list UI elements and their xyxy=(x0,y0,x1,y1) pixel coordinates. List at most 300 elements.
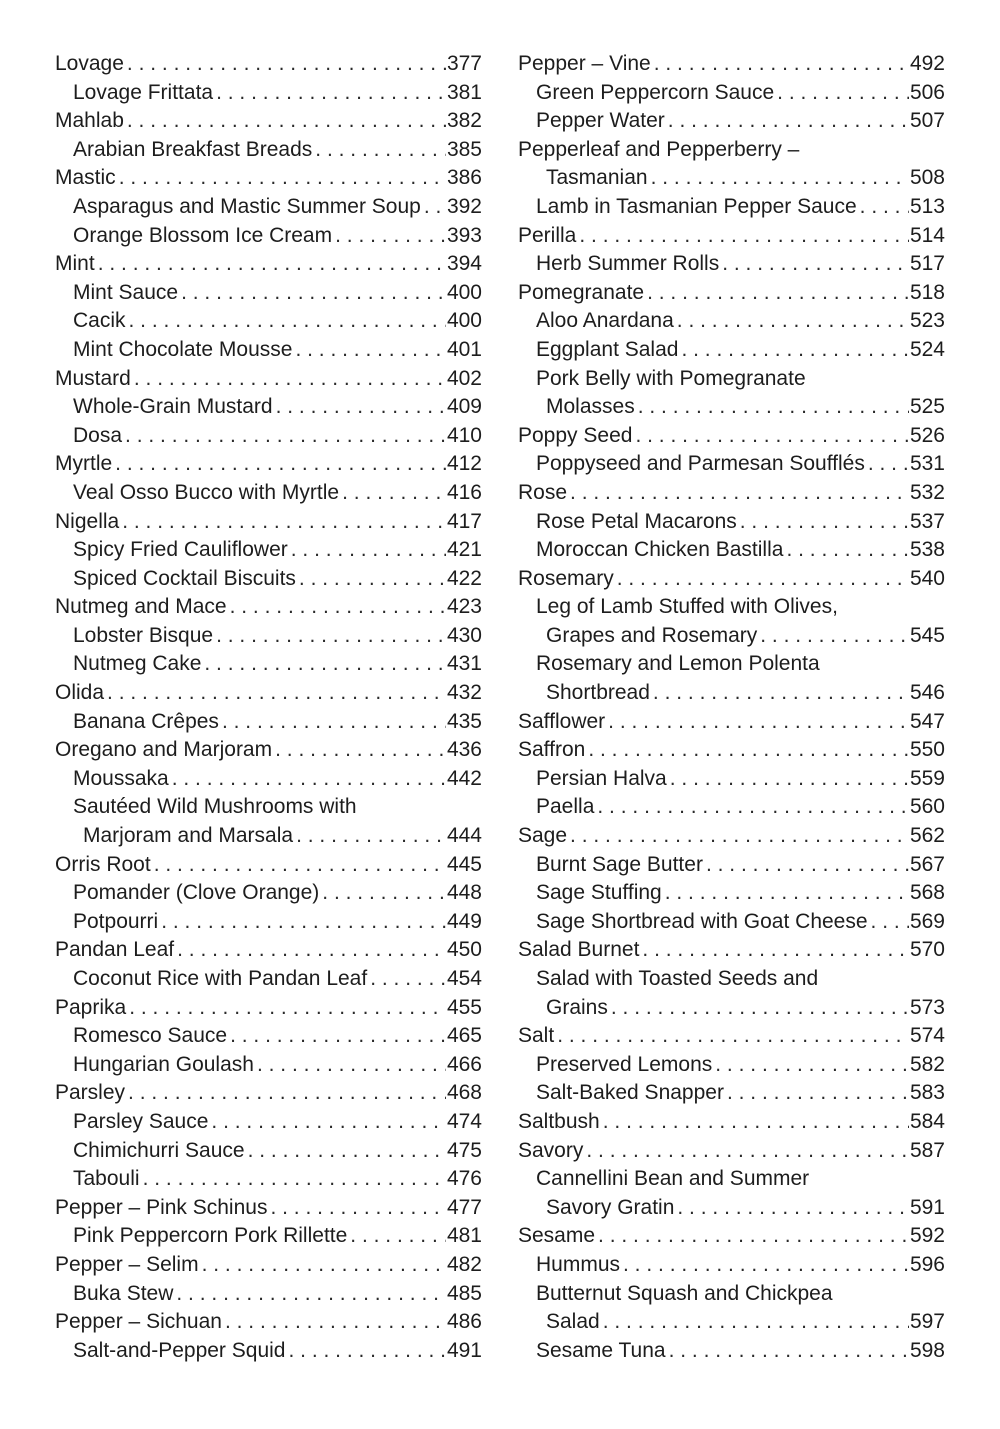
page-number: 400 xyxy=(446,280,482,304)
entry-label: Moussaka xyxy=(73,766,169,790)
page-number: 568 xyxy=(909,881,945,905)
entry-label: Whole-Grain Mustard xyxy=(73,395,273,419)
entry-label: Paella xyxy=(536,795,595,819)
index-continuation xyxy=(518,679,945,708)
entry-label: Salad xyxy=(546,1310,600,1334)
entry-label: Persian Halva xyxy=(536,766,667,790)
index-entry xyxy=(55,994,482,1023)
entry-label: Herb Summer Rolls xyxy=(536,252,720,276)
index-subentry xyxy=(55,307,482,336)
dot-leader xyxy=(653,679,909,708)
dot-leader xyxy=(647,279,909,308)
dot-leader xyxy=(635,422,909,451)
entry-label: Oregano and Marjoram xyxy=(55,738,273,762)
index-entry xyxy=(55,1194,482,1223)
index-entry xyxy=(55,50,482,79)
dot-leader xyxy=(611,994,909,1023)
page-number: 432 xyxy=(446,681,482,705)
index-subentry xyxy=(518,1337,945,1366)
dot-leader xyxy=(677,1194,909,1223)
index-entry xyxy=(518,1137,945,1166)
index-subentry xyxy=(55,193,482,222)
page-number: 386 xyxy=(446,166,482,190)
index-subentry xyxy=(55,1222,482,1251)
index-subentry xyxy=(518,879,945,908)
entry-label: Molasses xyxy=(546,395,635,419)
page-number: 587 xyxy=(909,1138,945,1162)
dot-leader xyxy=(295,336,446,365)
index-subentry xyxy=(55,136,482,165)
index-subentry xyxy=(55,793,482,822)
entry-label: Pepper Water xyxy=(536,109,665,133)
index-continuation xyxy=(518,622,945,651)
dot-leader xyxy=(202,1251,446,1280)
index-subentry xyxy=(518,79,945,108)
entry-label: Rosemary and Lemon Polenta xyxy=(536,652,820,676)
page-number: 402 xyxy=(446,366,482,390)
dot-leader xyxy=(638,393,909,422)
page-number: 448 xyxy=(446,881,482,905)
index-column-left xyxy=(55,50,482,1365)
entry-label: Cannellini Bean and Summer xyxy=(536,1167,810,1191)
page-number: 592 xyxy=(909,1224,945,1248)
entry-label: Rose xyxy=(518,480,568,504)
dot-leader xyxy=(129,994,446,1023)
dot-leader xyxy=(603,1108,909,1137)
entry-label: Spicy Fried Cauliflower xyxy=(73,538,288,562)
page-number: 455 xyxy=(446,995,482,1019)
entry-label: Salad Burnet xyxy=(518,938,640,962)
dot-leader xyxy=(176,1280,446,1309)
dot-leader xyxy=(296,822,446,851)
entry-label: Salt-and-Pepper Squid xyxy=(73,1338,286,1362)
index-subentry xyxy=(518,650,945,679)
index-subentry xyxy=(55,336,482,365)
dot-leader xyxy=(299,565,446,594)
entry-label: Veal Osso Bucco with Myrtle xyxy=(73,480,340,504)
page-number: 597 xyxy=(909,1310,945,1334)
page-number: 436 xyxy=(446,738,482,762)
dot-leader xyxy=(598,1222,909,1251)
dot-leader xyxy=(777,79,909,108)
entry-label: Pomegranate xyxy=(518,280,645,304)
dot-leader xyxy=(225,1308,446,1337)
index-continuation xyxy=(518,393,945,422)
entry-label: Shortbread xyxy=(546,681,650,705)
dot-leader xyxy=(597,793,909,822)
dot-leader xyxy=(642,936,909,965)
entry-label: Hungarian Goulash xyxy=(73,1052,254,1076)
dot-leader xyxy=(291,536,446,565)
index-subentry xyxy=(55,1022,482,1051)
index-continuation xyxy=(55,822,482,851)
entry-label: Buka Stew xyxy=(73,1281,174,1305)
index-entry xyxy=(518,736,945,765)
page-number: 449 xyxy=(446,909,482,933)
entry-label: Pepper – Selim xyxy=(55,1252,199,1276)
index-entry xyxy=(55,107,482,136)
entry-label: Spiced Cocktail Biscuits xyxy=(73,566,296,590)
dot-leader xyxy=(350,1222,446,1251)
index-entry xyxy=(518,50,945,79)
dot-leader xyxy=(230,1022,446,1051)
index-subentry xyxy=(518,593,945,622)
index-subentry xyxy=(55,1280,482,1309)
entry-label: Burnt Sage Butter xyxy=(536,852,703,876)
page-number: 377 xyxy=(446,52,482,75)
entry-label: Sesame xyxy=(518,1224,596,1248)
entry-label: Pandan Leaf xyxy=(55,938,175,962)
dot-leader xyxy=(204,650,446,679)
page-number: 550 xyxy=(909,738,945,762)
index-entry xyxy=(518,822,945,851)
page-number: 570 xyxy=(909,938,945,962)
entry-label: Tasmanian xyxy=(546,166,648,190)
entry-label: Leg of Lamb Stuffed with Olives, xyxy=(536,595,838,619)
page-number: 431 xyxy=(446,652,482,676)
index-subentry xyxy=(55,879,482,908)
dot-leader xyxy=(134,365,446,394)
entry-label: Poppy Seed xyxy=(518,423,633,447)
entry-label: Orris Root xyxy=(55,852,151,876)
entry-label: Sesame Tuna xyxy=(536,1338,666,1362)
page-number: 410 xyxy=(446,423,482,447)
index-subentry xyxy=(518,336,945,365)
dot-leader xyxy=(654,50,909,79)
page-number: 517 xyxy=(909,252,945,276)
dot-leader xyxy=(370,965,446,994)
entry-label: Parsley Sauce xyxy=(73,1109,209,1133)
index-entry xyxy=(518,1022,945,1051)
index-subentry xyxy=(55,422,482,451)
entry-label: Rosemary xyxy=(518,566,614,590)
page-number: 382 xyxy=(446,109,482,133)
entry-label: Perilla xyxy=(518,223,577,247)
index-subentry xyxy=(518,1165,945,1194)
dot-leader xyxy=(322,879,446,908)
entry-label: Mustard xyxy=(55,366,131,390)
dot-leader xyxy=(342,479,446,508)
index-continuation xyxy=(518,1308,945,1337)
page-number: 525 xyxy=(909,395,945,419)
entry-label: Mint xyxy=(55,252,95,276)
dot-leader xyxy=(579,222,909,251)
entry-label: Hummus xyxy=(536,1252,621,1276)
dot-leader xyxy=(122,508,446,537)
dot-leader xyxy=(677,307,909,336)
page-number: 392 xyxy=(446,194,482,218)
entry-label: Parsley xyxy=(55,1081,126,1105)
index-subentry xyxy=(518,851,945,880)
page-number: 445 xyxy=(446,852,482,876)
index-continuation xyxy=(518,164,945,193)
dot-leader xyxy=(603,1308,909,1337)
page-number: 598 xyxy=(909,1338,945,1362)
entry-label: Mint Sauce xyxy=(73,280,179,304)
index-subentry xyxy=(55,1108,482,1137)
entry-label: Butternut Squash and Chickpea xyxy=(536,1281,833,1305)
index-subentry xyxy=(518,1051,945,1080)
index-entry xyxy=(55,679,482,708)
page-number: 477 xyxy=(446,1195,482,1219)
page-number: 486 xyxy=(446,1310,482,1334)
entry-label: Sage Stuffing xyxy=(536,881,662,905)
entry-label: Olida xyxy=(55,681,105,705)
dot-leader xyxy=(860,193,909,222)
entry-label: Pink Peppercorn Pork Rillette xyxy=(73,1224,348,1248)
page-number: 492 xyxy=(909,52,945,75)
index-entry xyxy=(55,736,482,765)
dot-leader xyxy=(276,393,446,422)
index-subentry xyxy=(55,222,482,251)
page-number: 421 xyxy=(446,538,482,562)
index-entry xyxy=(518,479,945,508)
entry-label: Cacik xyxy=(73,309,126,333)
entry-label: Moroccan Chicken Bastilla xyxy=(536,538,784,562)
page-number: 422 xyxy=(446,566,482,590)
entry-label: Lovage xyxy=(55,52,124,75)
page-number: 394 xyxy=(446,252,482,276)
index-subentry xyxy=(518,1280,945,1309)
page-number: 482 xyxy=(446,1252,482,1276)
page-number: 507 xyxy=(909,109,945,133)
page-number: 468 xyxy=(446,1081,482,1105)
dot-leader xyxy=(681,336,909,365)
entry-label: Banana Crêpes xyxy=(73,709,219,733)
page-number: 430 xyxy=(446,623,482,647)
entry-label: Mastic xyxy=(55,166,116,190)
index-entry xyxy=(55,1251,482,1280)
page-number: 514 xyxy=(909,223,945,247)
dot-leader xyxy=(172,765,446,794)
entry-label: Pork Belly with Pomegranate xyxy=(536,366,806,390)
index-subentry xyxy=(55,765,482,794)
index-entry xyxy=(518,1222,945,1251)
entry-label: Saffron xyxy=(518,738,586,762)
entry-label: Saltbush xyxy=(518,1109,600,1133)
entry-label: Savory xyxy=(518,1138,584,1162)
page-number: 582 xyxy=(909,1052,945,1076)
index-subentry xyxy=(55,1137,482,1166)
index-subentry xyxy=(55,536,482,565)
dot-leader xyxy=(760,622,909,651)
dot-leader xyxy=(669,1337,909,1366)
index-entry xyxy=(55,250,482,279)
entry-label: Dosa xyxy=(73,423,123,447)
page-number: 540 xyxy=(909,566,945,590)
page-number: 400 xyxy=(446,309,482,333)
dot-leader xyxy=(665,879,909,908)
page-number: 546 xyxy=(909,681,945,705)
dot-leader xyxy=(670,765,909,794)
page-number: 506 xyxy=(909,80,945,104)
entry-label: Paprika xyxy=(55,995,127,1019)
entry-label: Arabian Breakfast Breads xyxy=(73,137,313,161)
page-number: 584 xyxy=(909,1109,945,1133)
index-subentry xyxy=(55,79,482,108)
dot-leader xyxy=(115,450,446,479)
dot-leader xyxy=(248,1137,446,1166)
dot-leader xyxy=(177,936,446,965)
entry-label: Lovage Frittata xyxy=(73,80,214,104)
entry-label: Pepper – Pink Schinus xyxy=(55,1195,268,1219)
page-number: 381 xyxy=(446,80,482,104)
index-subentry xyxy=(518,450,945,479)
index-entry xyxy=(55,1079,482,1108)
dot-leader xyxy=(127,107,446,136)
page-number: 574 xyxy=(909,1024,945,1048)
index-subentry xyxy=(55,965,482,994)
page-number: 518 xyxy=(909,280,945,304)
index-entry xyxy=(55,936,482,965)
page-number: 508 xyxy=(909,166,945,190)
index-subentry xyxy=(55,279,482,308)
page-number: 526 xyxy=(909,423,945,447)
page-number: 393 xyxy=(446,223,482,247)
index-entry xyxy=(518,565,945,594)
entry-label: Myrtle xyxy=(55,452,113,476)
entry-label: Orange Blossom Ice Cream xyxy=(73,223,333,247)
index-subentry xyxy=(55,1337,482,1366)
dot-leader xyxy=(143,1165,446,1194)
dot-leader xyxy=(617,565,909,594)
index-subentry xyxy=(55,479,482,508)
entry-label: Salt xyxy=(518,1024,555,1048)
page-number: 569 xyxy=(909,909,945,933)
dot-leader xyxy=(786,536,909,565)
dot-leader xyxy=(216,622,446,651)
dot-leader xyxy=(868,450,909,479)
index-subentry xyxy=(55,1165,482,1194)
dot-leader xyxy=(570,479,909,508)
dot-leader xyxy=(129,307,446,336)
index-subentry xyxy=(55,708,482,737)
dot-leader xyxy=(222,708,446,737)
index-subentry xyxy=(55,908,482,937)
dot-leader xyxy=(154,851,446,880)
page-number: 538 xyxy=(909,538,945,562)
entry-label: Pepper – Sichuan xyxy=(55,1310,222,1334)
dot-leader xyxy=(722,250,909,279)
entry-label: Grains xyxy=(546,995,608,1019)
page-number: 450 xyxy=(446,938,482,962)
entry-label: Sage xyxy=(518,824,568,848)
index-entry xyxy=(55,851,482,880)
dot-leader xyxy=(557,1022,909,1051)
index-entry xyxy=(518,136,945,165)
entry-label: Coconut Rice with Pandan Leaf xyxy=(73,967,368,990)
entry-label: Green Peppercorn Sauce xyxy=(536,80,775,104)
dot-leader xyxy=(586,1137,909,1166)
index-entry xyxy=(55,450,482,479)
dot-leader xyxy=(727,1079,909,1108)
entry-label: Nutmeg Cake xyxy=(73,652,202,676)
index-entry xyxy=(518,708,945,737)
index-entry xyxy=(55,1308,482,1337)
dot-leader xyxy=(608,708,909,737)
page-number: 474 xyxy=(446,1109,482,1133)
index-subentry xyxy=(518,765,945,794)
entry-label: Marjoram and Marsala xyxy=(83,824,294,848)
dot-leader xyxy=(668,107,909,136)
entry-label: Rose Petal Macarons xyxy=(536,509,737,533)
dot-leader xyxy=(211,1108,446,1137)
index-subentry xyxy=(518,965,945,994)
page-number: 560 xyxy=(909,795,945,819)
dot-leader xyxy=(216,79,446,108)
dot-leader xyxy=(315,136,446,165)
entry-label: Sage Shortbread with Goat Cheese xyxy=(536,909,868,933)
index-subentry xyxy=(518,193,945,222)
index-subentry xyxy=(55,1051,482,1080)
page-number: 547 xyxy=(909,709,945,733)
index-entry xyxy=(518,1108,945,1137)
index-column-right xyxy=(518,50,945,1365)
entry-label: Nigella xyxy=(55,509,120,533)
index-subentry xyxy=(518,508,945,537)
page-number: 475 xyxy=(446,1138,482,1162)
page-number: 454 xyxy=(446,967,482,990)
index-subentry xyxy=(518,250,945,279)
entry-label: Asparagus and Mastic Summer Soup xyxy=(73,194,421,218)
dot-leader xyxy=(706,851,909,880)
index-entry xyxy=(518,422,945,451)
page-number: 562 xyxy=(909,824,945,848)
page-number: 476 xyxy=(446,1167,482,1191)
page-number: 491 xyxy=(446,1338,482,1362)
entry-label: Nutmeg and Mace xyxy=(55,595,227,619)
page-number: 412 xyxy=(446,452,482,476)
dot-leader xyxy=(288,1337,445,1366)
dot-leader xyxy=(119,164,446,193)
page-number: 423 xyxy=(446,595,482,619)
dot-leader xyxy=(230,593,446,622)
entry-label: Chimichurri Sauce xyxy=(73,1138,245,1162)
page-number: 442 xyxy=(446,766,482,790)
page-number: 385 xyxy=(446,137,482,161)
dot-leader xyxy=(424,193,446,222)
index-entry xyxy=(55,365,482,394)
dot-leader xyxy=(107,679,446,708)
index-subentry xyxy=(55,622,482,651)
page-number: 485 xyxy=(446,1281,482,1305)
index-entry xyxy=(518,279,945,308)
index-subentry xyxy=(518,365,945,394)
entry-label: Grapes and Rosemary xyxy=(546,623,758,647)
index-subentry xyxy=(518,1079,945,1108)
index-subentry xyxy=(518,908,945,937)
entry-label: Pepperleaf and Pepperberry – xyxy=(518,137,800,161)
dot-leader xyxy=(127,50,446,79)
index-subentry xyxy=(518,536,945,565)
page-number: 591 xyxy=(909,1195,945,1219)
page-number: 573 xyxy=(909,995,945,1019)
page-number: 416 xyxy=(446,480,482,504)
index-subentry xyxy=(518,1251,945,1280)
dot-leader xyxy=(98,250,446,279)
entry-label: Romesco Sauce xyxy=(73,1024,228,1048)
index-continuation xyxy=(518,1194,945,1223)
entry-label: Sautéed Wild Mushrooms with xyxy=(73,795,357,819)
page-number: 537 xyxy=(909,509,945,533)
index-entry xyxy=(55,508,482,537)
page-number: 545 xyxy=(909,623,945,647)
entry-label: Savory Gratin xyxy=(546,1195,675,1219)
dot-leader xyxy=(740,508,909,537)
page-number: 567 xyxy=(909,852,945,876)
index-subentry xyxy=(518,107,945,136)
entry-label: Potpourri xyxy=(73,909,159,933)
